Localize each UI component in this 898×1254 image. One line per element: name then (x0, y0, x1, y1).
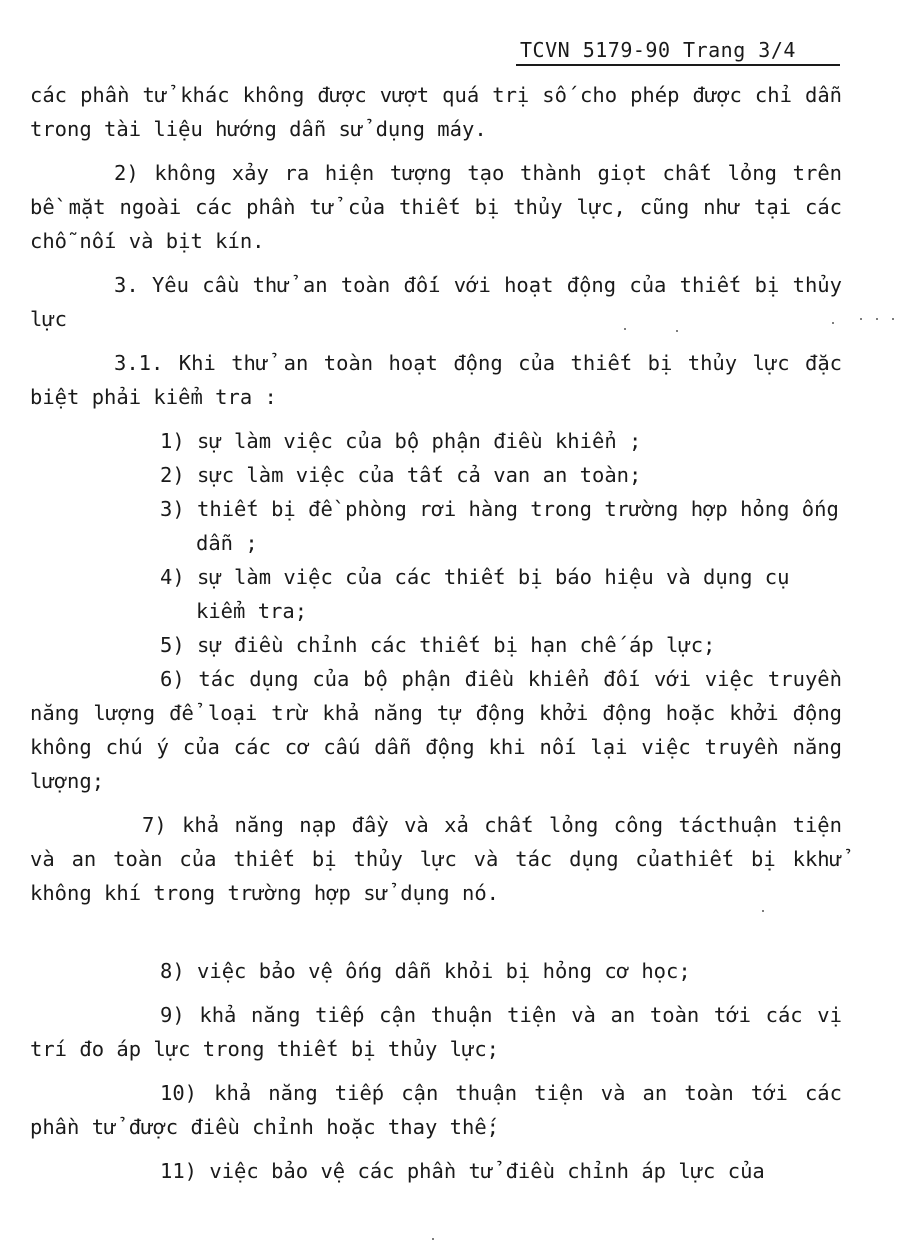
spacer (30, 988, 842, 998)
scan-speck (762, 910, 764, 912)
list-item-11: 11) việc bảo vệ các phần tử điều chỉnh áp lực của (160, 1159, 765, 1183)
scan-speck (892, 318, 894, 320)
scan-speck (876, 318, 878, 320)
list-item: 1) sự làm việc của bộ phận điều khiển ; (160, 429, 642, 453)
scan-speck (860, 318, 862, 320)
spacer (30, 1066, 842, 1076)
header-underline (516, 64, 840, 66)
page-header: TCVN 5179-90 Trang 3/4 (520, 38, 796, 62)
list-item: 2) sực làm việc của tất cả van an toàn; (160, 463, 642, 487)
spacer (30, 146, 842, 156)
paragraph-continuation: các phần tử khác không được vượt quá trị số cho phép được chỉ dẫn trong tài liệu hướng dẫn sử dụng máy. (30, 83, 842, 141)
scan-speck (832, 322, 834, 324)
scan-speck (676, 330, 678, 332)
list-item-9: 9) khả năng tiếp cận thuận tiện và an toàn tới các vị trí đo áp lực trong thiết bị thủy lực; (30, 1003, 842, 1061)
scan-speck (624, 328, 626, 330)
list-item-6: 6) tác dụng của bộ phận điều khiển đối với việc truyền năng lượng để loại trừ khả năng tự động khởi động hoặc khởi động không chú ý của các cơ cấu dẫn động khi nối lại việc truyền năng lượng; (30, 667, 842, 793)
spacer (30, 258, 842, 268)
spacer (30, 798, 842, 808)
list-item-8: 8) việc bảo vệ ống dẫn khỏi bị hỏng cơ học; (160, 959, 691, 983)
list-item-10: 10) khả năng tiếp cận thuận tiện và an toàn tới các phần tử được điều chỉnh hoặc thay thế; (30, 1081, 842, 1139)
document-body (30, 78, 842, 1188)
spacer (30, 414, 842, 424)
list-item-7: 7) khả năng nạp đầy và xả chất lỏng công tácthuận tiện và an toàn của thiết bị thủy lực và tác dụng củathiết bị kkhử không khí trong trường hợp sử dụng nó. (30, 813, 842, 905)
scan-speck (432, 1238, 434, 1240)
clause-3-1: 3.1. Khi thử an toàn hoạt động của thiết bị thủy lực đặc biệt phải kiểm tra : (30, 351, 842, 409)
spacer (30, 1144, 842, 1154)
list-item: 3) thiết bị đề phòng rơi hàng trong trường hợp hỏng ống dẫn ; (160, 497, 839, 555)
spacer (30, 336, 842, 346)
section-heading-3: 3. Yêu cầu thử an toàn đối với hoạt động của thiết bị thủy lực (30, 273, 842, 331)
spacer (30, 910, 842, 954)
paragraph-item-2: 2) không xảy ra hiện tượng tạo thành giọt chất lỏng trên bề mặt ngoài các phần tử của thiết bị thủy lực, cũng như tại các chỗ nối và bịt kín. (30, 161, 842, 253)
list-item: 4) sự làm việc của các thiết bị báo hiệu và dụng cụ kiểm tra; (160, 565, 790, 623)
list-item: 5) sự điều chỉnh các thiết bị hạn chế áp lực; (160, 633, 716, 657)
